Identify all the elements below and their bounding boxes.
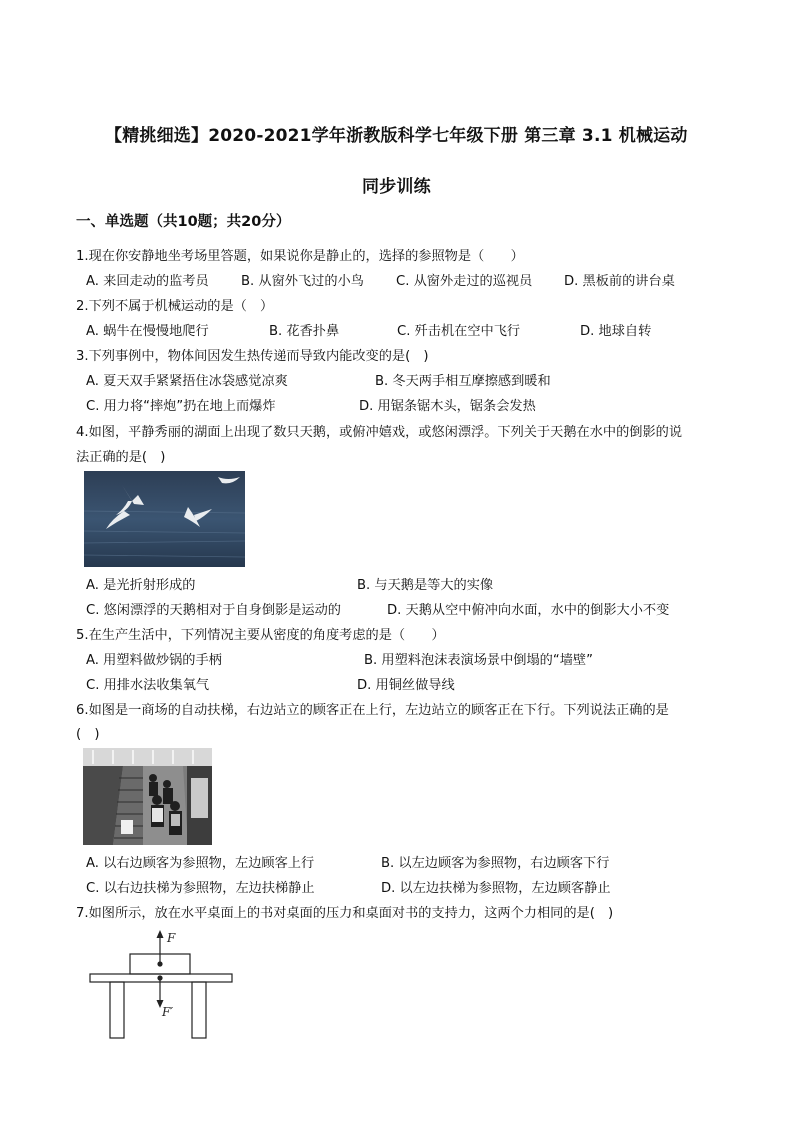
question-4-stem-line-1: 4.如图，平静秀丽的湖面上出现了数只天鹅，或俯冲嬉戏，或悠闲漂浮。下列关于天鹅在水中的倒影的说 xyxy=(76,425,683,440)
q6-option-d: D. 以左边扶梯为参照物，左边顾客静止 xyxy=(381,881,611,896)
table-leg-right xyxy=(192,982,206,1038)
escalator-photo xyxy=(83,748,212,845)
title-line-1: 【精挑细选】2020-2021学年浙教版科学七年级下册 第三章 3.1 机械运动 xyxy=(105,126,688,146)
question-2-stem: 2.下列不属于机械运动的是（ ） xyxy=(76,299,274,314)
question-1-stem: 1.现在你安静地坐考场里答题，如果说你是静止的，选择的参照物是（ ） xyxy=(76,249,524,264)
q4-option-d: D. 天鹅从空中俯冲向水面，水中的倒影大小不变 xyxy=(387,603,670,618)
q2-option-c: C. 歼击机在空中飞行 xyxy=(397,324,521,339)
title-line-2: 同步训练 xyxy=(362,177,431,197)
question-6-stem-line-1: 6.如图是一商场的自动扶梯，右边站立的顾客正在上行，左边站立的顾客正在下行。下列说法正确的是 xyxy=(76,703,669,718)
force-point-lower xyxy=(157,975,162,980)
question-4-stem-line-2: 法正确的是( ) xyxy=(76,450,166,465)
q6-option-c: C. 以右边扶梯为参照物，左边扶梯静止 xyxy=(86,881,315,896)
book-on-table-diagram xyxy=(86,926,236,1040)
force-up-arrowhead xyxy=(157,930,164,938)
q3-option-d: D. 用锯条锯木头，锯条会发热 xyxy=(359,399,536,414)
q2-option-a: A. 蜗牛在慢慢地爬行 xyxy=(86,324,209,339)
table-leg-left xyxy=(110,982,124,1038)
q2-option-d: D. 地球自转 xyxy=(580,324,652,339)
question-7-stem: 7.如图所示，放在水平桌面上的书对桌面的压力和桌面对书的支持力，这两个力相同的是( ) xyxy=(76,906,614,921)
swan-lake-photo xyxy=(84,471,245,567)
q5-option-a: A. 用塑料做炒锅的手柄 xyxy=(86,653,222,668)
section-heading: 一、单选题（共10题；共20分） xyxy=(76,214,291,230)
question-5-stem: 5.在生产生活中，下列情况主要从密度的角度考虑的是（ ） xyxy=(76,628,445,643)
q1-option-d: D. 黑板前的讲台桌 xyxy=(564,274,675,289)
q3-option-a: A. 夏天双手紧紧捂住冰袋感觉凉爽 xyxy=(86,374,288,389)
q2-option-b: B. 花香扑鼻 xyxy=(269,324,340,339)
force-down-label: F′ xyxy=(162,1005,174,1019)
q1-option-a: A. 来回走动的监考员 xyxy=(86,274,209,289)
q6-option-a: A. 以右边顾客为参照物，左边顾客上行 xyxy=(86,856,315,871)
question-3-stem: 3.下列事例中，物体间因发生热传递而导致内能改变的是( ) xyxy=(76,349,429,364)
q4-option-a: A. 是光折射形成的 xyxy=(86,578,196,593)
q4-option-b: B. 与天鹅是等大的实像 xyxy=(357,578,494,593)
escalator-photo-svg xyxy=(83,748,212,845)
q5-option-b: B. 用塑料泡沫表演场景中倒塌的“墙壁” xyxy=(364,653,593,668)
q3-option-b: B. 冬天两手相互摩擦感到暖和 xyxy=(375,374,551,389)
q4-option-c: C. 悠闲漂浮的天鹅相对于自身倒影是运动的 xyxy=(86,603,341,618)
force-up-label: F xyxy=(167,931,176,945)
q1-option-b: B. 从窗外飞过的小鸟 xyxy=(241,274,364,289)
q6-option-b: B. 以左边顾客为参照物，右边顾客下行 xyxy=(381,856,610,871)
question-6-stem-line-2: ( ) xyxy=(76,727,100,742)
q5-option-c: C. 用排水法收集氧气 xyxy=(86,678,210,693)
q1-option-c: C. 从窗外走过的巡视员 xyxy=(396,274,533,289)
force-point-upper xyxy=(157,961,162,966)
q5-option-d: D. 用铜丝做导线 xyxy=(357,678,455,693)
swan-lake-photo-svg xyxy=(84,471,245,567)
q3-option-c: C. 用力将“摔炮”扔在地上而爆炸 xyxy=(86,399,276,414)
book-on-table-svg xyxy=(86,926,236,1040)
